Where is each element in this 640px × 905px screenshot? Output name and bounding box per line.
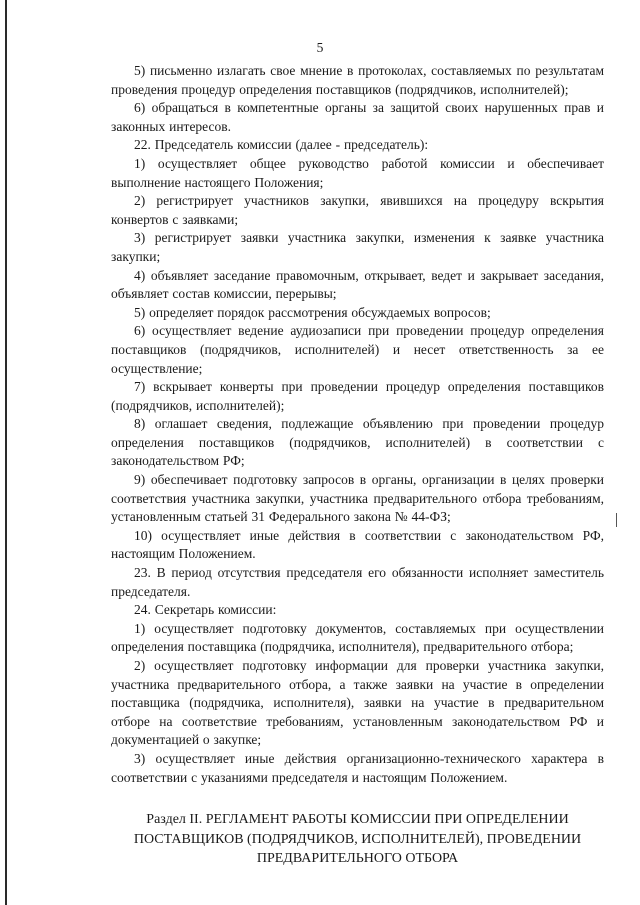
secretary-duty-1: 1) осуществляет подготовку документов, составляемых при осуществлении определения поставщика (подрядчика, исполнителя), предварительного отбора; bbox=[111, 620, 604, 655]
clause-23: 23. В период отсутствия председателя его обязанности исполняет заместитель председателя. bbox=[111, 565, 604, 599]
chairman-duty-7: 7) вскрывает конверты при проведении процедур определения поставщиков (подрядчиков, исполнителей); bbox=[111, 379, 604, 413]
document-body bbox=[111, 62, 604, 869]
secretary-duty-2: 2) осуществляет подготовку информации для проверки участника закупки, участника предварительного отбора, а также заявки на участие в определении поставщика (подрядчика, исполнителя), заявки на участие в предварительном отборе на соответствие требованиям, установленным законодательством РФ и документацией о закупке; bbox=[111, 658, 604, 748]
chairman-duty-1: 1) осуществляет общее руководство работой комиссии и обеспечивает выполнение настоящего Положения; bbox=[111, 155, 604, 190]
clause-22-heading: 22. Председатель комиссии (далее - председатель): bbox=[134, 137, 429, 153]
page-number: 5 bbox=[316, 40, 324, 55]
scan-margin-mark bbox=[616, 513, 617, 527]
paragraph-item-6: 6) обращаться в компетентные органы за защитой своих нарушенных прав и законных интересов. bbox=[111, 100, 604, 134]
chairman-duty-9: 9) обеспечивает подготовку запросов в органы, организации в целях проверки соответствия участника закупки, участника предварительного отбора требованиям, установленным статьей 31 Федерального закона № 44-ФЗ; bbox=[111, 472, 604, 525]
chairman-duty-3: 3) регистрирует заявки участника закупки, изменения к заявке участника закупки; bbox=[111, 230, 604, 264]
chairman-duty-2: 2) регистрирует участников закупки, явившихся на процедуру вскрытия конвертов с заявками; bbox=[111, 193, 604, 227]
chairman-duty-5: 5) определяет порядок рассмотрения обсуждаемых вопросов; bbox=[134, 304, 491, 320]
scan-edge-line bbox=[5, 0, 7, 905]
chairman-duty-8: 8) оглашает сведения, подлежащие объявлению при проведении процедур определения поставщиков (подрядчиков, исполнителей) в соответствии с законодательством РФ; bbox=[111, 416, 604, 469]
chairman-duty-6: 6) осуществляет ведение аудиозаписи при проведении процедур определения поставщиков (подрядчиков, исполнителей) и несет ответственность за ее осуществление; bbox=[111, 323, 604, 376]
chairman-duty-10: 10) осуществляет иные действия в соответствии с законодательством РФ, настоящим Положением. bbox=[111, 527, 604, 562]
clause-24-heading: 24. Секретарь комиссии: bbox=[134, 602, 277, 618]
paragraph-item-5: 5) письменно излагать свое мнение в протоколах, составляемых по результатам проведения процедур определения поставщиков (подрядчиков, исполнителей); bbox=[111, 63, 604, 97]
secretary-duty-3: 3) осуществляет иные действия организационно-технического характера в соответствии с указаниями председателя и настоящим Положением. bbox=[111, 750, 604, 785]
chairman-duty-4: 4) объявляет заседание правомочным, открывает, ведет и закрывает заседания, объявляет состав комиссии, перерывы; bbox=[111, 267, 604, 302]
section-heading: Раздел II. РЕГЛАМЕНТ РАБОТЫ КОМИССИИ ПРИ ОПРЕДЕЛЕНИИ ПОСТАВЩИКОВ (ПОДРЯДЧИКОВ, ИСПОЛНИТЕЛЕЙ), ПРОВЕДЕНИИ ПРЕДВАРИТЕЛЬНОГО ОТБОРА bbox=[133, 812, 582, 867]
